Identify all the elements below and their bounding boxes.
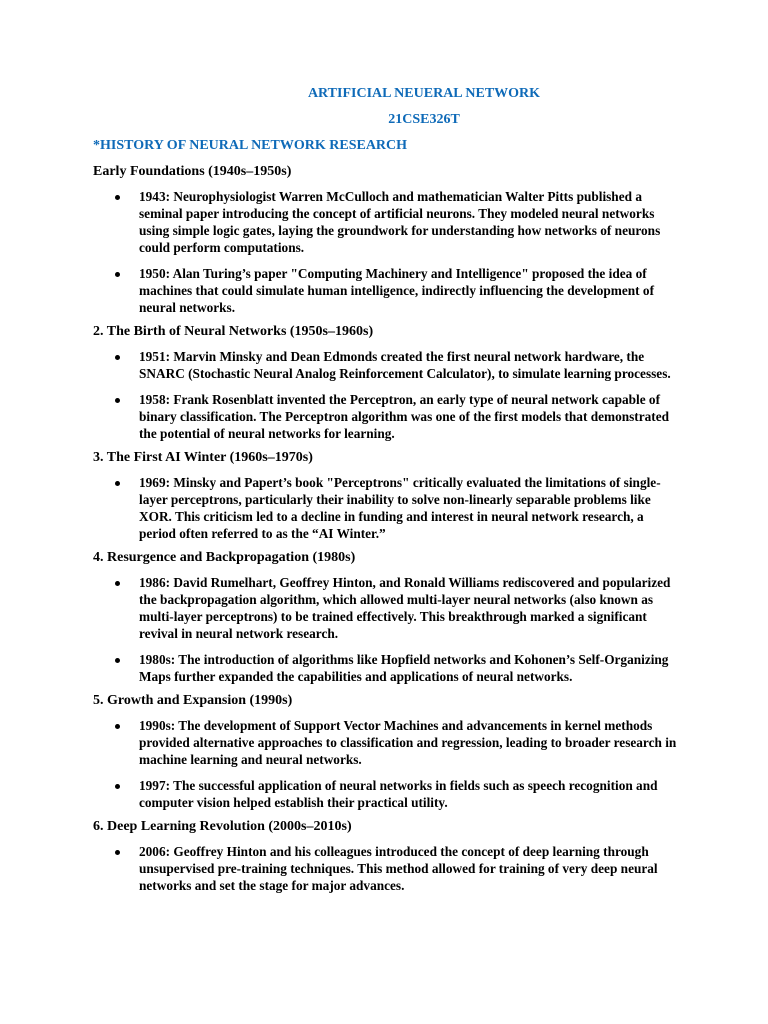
section-heading: 6. Deep Learning Revolution (2000s–2010s) [93, 819, 352, 834]
list-item [93, 843, 683, 894]
list-item [93, 574, 683, 642]
bullet-icon [115, 272, 120, 277]
list-item-text: 1950: Alan Turing’s paper "Computing Machinery and Intelligence" proposed the idea of machines that could simulate human intelligence, indirectly influencing the development of neural networks. [139, 266, 655, 315]
list-item [93, 717, 683, 768]
section-first-ai-winter [93, 448, 683, 542]
list-item [93, 474, 683, 542]
list-item [93, 188, 683, 256]
list-item-text: 1990s: The development of Support Vector Machines and advancements in kernel methods provided alternative approaches to classification and regression, leading to broader research in machine learning and neural networks. [139, 718, 677, 767]
list-item [93, 777, 683, 811]
list-item-text: 1986: David Rumelhart, Geoffrey Hinton, and Ronald Williams rediscovered and popularized the backpropagation algorithm, which allowed multi-layer neural networks (also known as multi-layer perceptrons) to be trained effectively. This breakthrough marked a significant revival in neural network research. [139, 575, 671, 641]
list-item [93, 265, 683, 316]
bullet-icon [115, 850, 120, 855]
bullet-icon [115, 398, 120, 403]
bullet-icon [115, 658, 120, 663]
section-resurgence-backpropagation [93, 548, 683, 685]
list-item-text: 1951: Marvin Minsky and Dean Edmonds created the first neural network hardware, the SNARC (Stochastic Neural Analog Reinforcement Calculator), to simulate learning processes. [139, 349, 671, 381]
course-code: 21CSE326T [388, 112, 460, 127]
section-deep-learning-revolution [93, 817, 683, 894]
bullet-icon [115, 481, 120, 486]
list-item [93, 391, 683, 442]
list-item-text: 1969: Minsky and Papert’s book "Perceptrons" critically evaluated the limitations of single-layer perceptrons, particularly their inability to solve non-linearly separable problems like XOR. This criticism led to a decline in funding and interest in neural network research, a period often referred to as the “AI Winter.” [139, 475, 661, 541]
bullet-list [93, 717, 683, 811]
list-item-text: 1943: Neurophysiologist Warren McCulloch and mathematician Walter Pitts published a seminal paper introducing the concept of artificial neurons. They modeled neural networks using simple logic gates, laying the groundwork for understanding how networks of neurons could perform computations. [139, 189, 661, 255]
bullet-list [93, 574, 683, 685]
list-item-text: 1958: Frank Rosenblatt invented the Perceptron, an early type of neural network capable of binary classification. The Perceptron algorithm was one of the first models that demonstrated the potential of neural networks for learning. [139, 392, 669, 441]
section-birth-of-neural-networks [93, 322, 683, 442]
main-heading: *HISTORY OF NEURAL NETWORK RESEARCH [93, 138, 408, 153]
section-heading: 4. Resurgence and Backpropagation (1980s) [93, 550, 356, 565]
bullet-list [93, 348, 683, 442]
bullet-list [93, 474, 683, 542]
list-item-text: 1980s: The introduction of algorithms like Hopfield networks and Kohonen’s Self-Organizing Maps further expanded the capabilities and applications of neural networks. [139, 652, 669, 684]
list-item-text: 2006: Geoffrey Hinton and his colleagues introduced the concept of deep learning through unsupervised pre-training techniques. This method allowed for training of very deep neural networks and set the stage for major advances. [139, 844, 658, 893]
bullet-icon [115, 195, 120, 200]
section-heading: 5. Growth and Expansion (1990s) [93, 693, 293, 708]
document-page [93, 84, 683, 900]
section-heading: Early Foundations (1940s–1950s) [93, 164, 292, 179]
bullet-list [93, 188, 683, 316]
section-growth-expansion [93, 691, 683, 811]
section-heading: 3. The First AI Winter (1960s–1970s) [93, 450, 313, 465]
bullet-list [93, 843, 683, 894]
list-item [93, 651, 683, 685]
document-title: ARTIFICIAL NEUERAL NETWORK [307, 86, 541, 101]
bullet-icon [115, 784, 120, 789]
bullet-icon [115, 724, 120, 729]
section-early-foundations [93, 162, 683, 316]
list-item-text: 1997: The successful application of neural networks in fields such as speech recognition and computer vision helped establish their practical utility. [139, 778, 658, 810]
bullet-icon [115, 581, 120, 586]
section-heading: 2. The Birth of Neural Networks (1950s–1960s) [93, 324, 374, 339]
bullet-icon [115, 355, 120, 360]
list-item [93, 348, 683, 382]
